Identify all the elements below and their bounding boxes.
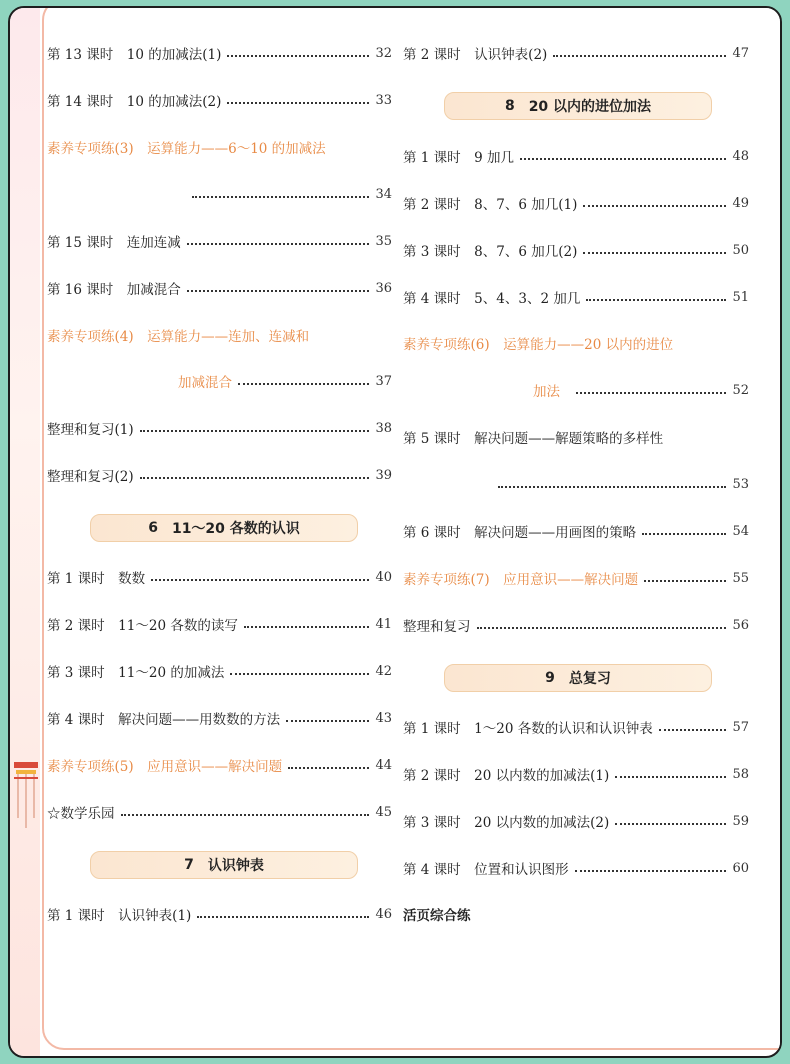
toc-entry[interactable]: 第 2 课时 8、7、6 加几(1) 49	[403, 195, 749, 213]
toc-entry-practice[interactable]: 素养专项练(7) 应用意识——解决问题 55	[403, 570, 749, 588]
toc-entry[interactable]: 第 3 课时 11～20 的加减法 42	[47, 663, 392, 681]
toc-entry[interactable]: 第 1 课时 1～20 各数的认识和认识钟表 57	[403, 719, 749, 737]
lantern-decoration-icon	[12, 758, 40, 838]
toc-entry[interactable]: 第 16 课时 加减混合 36	[47, 280, 392, 298]
unit-banner: 7 认识钟表	[90, 851, 358, 879]
toc-entry-continuation[interactable]: 34	[192, 183, 392, 205]
toc-entry-continuation[interactable]: 加减混合 37	[178, 373, 392, 391]
unit-banner: 6 11～20 各数的认识	[90, 514, 358, 542]
toc-entry-continuation[interactable]: 53	[498, 473, 749, 495]
toc-entry[interactable]: 第 2 课时 11～20 各数的读写 41	[47, 616, 392, 634]
toc-entry[interactable]: 第 4 课时 5、4、3、2 加几 51	[403, 289, 749, 307]
unit-banner: 9 总复习	[444, 664, 712, 692]
toc-entry[interactable]: 第 2 课时 20 以内数的加减法(1) 58	[403, 766, 749, 784]
toc-entry[interactable]: ☆数学乐园 45	[47, 804, 392, 822]
toc-entry-practice[interactable]: 素养专项练(5) 应用意识——解决问题 44	[47, 757, 392, 775]
toc-entry[interactable]: 第 3 课时 8、7、6 加几(2) 50	[403, 242, 749, 260]
toc-entry[interactable]: 第 1 课时 认识钟表(1) 46	[47, 906, 392, 924]
toc-entry-continuation[interactable]: 加法 52	[533, 382, 749, 400]
toc-entry[interactable]: 第 1 课时 9 加几 48	[403, 148, 749, 166]
toc-entry[interactable]: 第 4 课时 解决问题——用数数的方法 43	[47, 710, 392, 728]
unit-banner: 8 20 以内的进位加法	[444, 92, 712, 120]
toc-entry[interactable]: 第 4 课时 位置和认识图形 60	[403, 860, 749, 878]
toc-entry-practice[interactable]: 素养专项练(6) 运算能力——20 以内的进位	[403, 337, 674, 353]
toc-entry[interactable]: 第 6 课时 解决问题——用画图的策略 54	[403, 523, 749, 541]
toc-entry[interactable]: 第 2 课时 认识钟表(2) 47	[403, 45, 749, 63]
toc-entry[interactable]: 整理和复习(1) 38	[47, 420, 392, 438]
left-decorative-strip	[10, 8, 40, 1056]
toc-entry[interactable]: 第 15 课时 连加连减 35	[47, 233, 392, 251]
toc-entry-practice[interactable]: 素养专项练(3) 运算能力——6～10 的加减法	[47, 141, 326, 157]
toc-entry[interactable]: 整理和复习(2) 39	[47, 467, 392, 485]
toc-entry[interactable]: 第 13 课时 10 的加减法(1) 32	[47, 45, 392, 63]
toc-entry[interactable]: 第 14 课时 10 的加减法(2) 33	[47, 92, 392, 110]
toc-entry[interactable]: 第 1 课时 数数 40	[47, 569, 392, 587]
toc-entry[interactable]: 整理和复习 56	[403, 617, 749, 635]
toc-entry[interactable]: 第 3 课时 20 以内数的加减法(2) 59	[403, 813, 749, 831]
toc-entry-practice[interactable]: 素养专项练(4) 运算能力——连加、连减和	[47, 329, 310, 345]
toc-entry[interactable]: 第 5 课时 解决问题——解题策略的多样性	[403, 431, 664, 447]
toc-entry-worksheets[interactable]: 活页综合练	[403, 908, 471, 924]
